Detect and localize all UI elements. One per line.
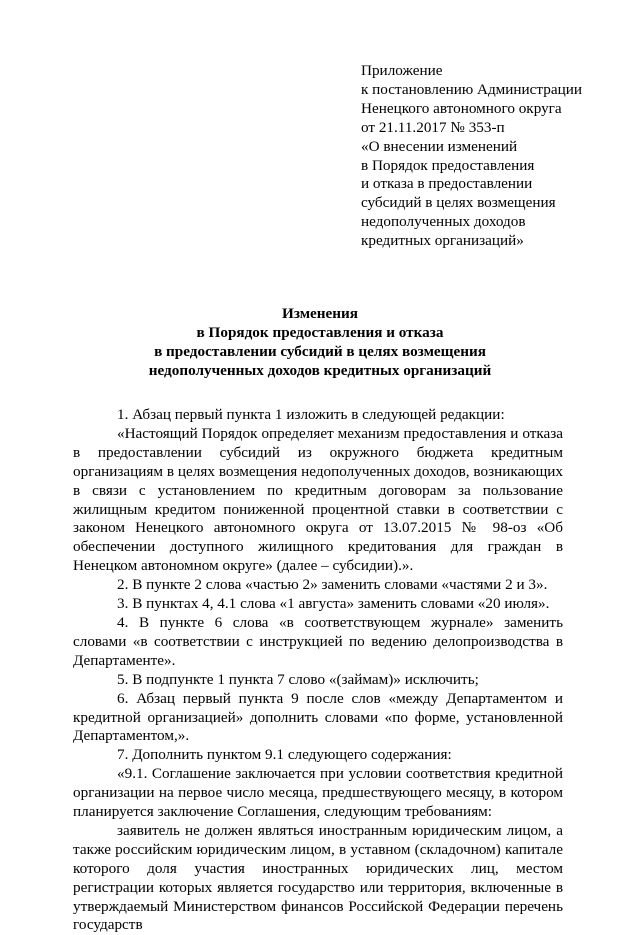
paragraph: 5. В подпункте 1 пункта 7 слово «(займам)» исключить;	[117, 670, 479, 688]
document-body	[73, 406, 563, 935]
paragraph: 2. В пункте 2 слова «частью 2» заменить словами «частями 2 и 3».	[117, 576, 548, 594]
appendix-line: кредитных организаций»	[361, 232, 524, 250]
appendix-line: Приложение	[361, 62, 443, 79]
title-line: в Порядок предоставления и отказа	[196, 323, 444, 341]
appendix-line: недополученных доходов	[361, 213, 526, 231]
appendix-line: «О внесении изменений	[361, 137, 518, 155]
paragraph: 1. Абзац первый пункта 1 изложить в следующей редакции:	[117, 406, 505, 423]
title-line: Изменения	[282, 305, 358, 322]
appendix-line: и отказа в предоставлении	[361, 175, 533, 193]
appendix-block	[361, 62, 621, 251]
paragraph: заявитель не должен являться иностранным юридическим лицом, а также российским юридическим лицом, в уставном (складочном) капитале которого доля участия иностранных юридических лиц, местом регистрации которых является государство или территория, включенные в утверждаемый Министерством финансов Российской Федерации перечень государств	[73, 821, 563, 934]
paragraph: «9.1. Соглашение заключается при условии соответствия кредитной организации на первое число месяца, предшествующего месяцу, в котором планируется заключение Соглашения, следующим требованиям:	[73, 765, 563, 821]
paragraph: 4. В пункте 6 слова «в соответствующем журнале» заменить словами «в соответствии с инструкцией по ведению делопроизводства в Департаменте».	[73, 613, 563, 669]
appendix-line: Ненецкого автономного округа	[361, 99, 562, 117]
document-title	[0, 305, 640, 381]
appendix-line: к постановлению Администрации	[361, 80, 582, 98]
paragraph: 7. Дополнить пунктом 9.1 следующего содержания:	[117, 746, 452, 764]
appendix-line: от 21.11.2017 № 353-п	[361, 118, 505, 136]
paragraph: «Настоящий Порядок определяет механизм предоставления и отказа в предоставлении субсидий из окружного бюджета кредитным организациям в целях возмещения недополученных доходов, возникающих в связи с установлением по кредитным договорам за пользование жилищным кредитом пониженной процентной ставки в соответствии с законом Ненецкого автономного округа от 13.07.2015 № 98-оз «Об обеспечении доступного жилищного кредитования для граждан в Ненецком автономном округе» (далее – субсидии).».	[73, 424, 563, 575]
appendix-line: в Порядок предоставления	[361, 156, 535, 174]
paragraph: 6. Абзац первый пункта 9 после слов «между Департаментом и кредитной организацией» дополнить словами «по форме, установленной Департаментом,».	[73, 689, 563, 745]
paragraph: 3. В пунктах 4, 4.1 слова «1 августа» заменить словами «20 июля».	[117, 595, 550, 613]
title-line: в предоставлении субсидий в целях возмещения	[154, 342, 486, 360]
title-line: недополученных доходов кредитных организаций	[148, 361, 492, 379]
appendix-line: субсидий в целях возмещения	[361, 194, 556, 212]
